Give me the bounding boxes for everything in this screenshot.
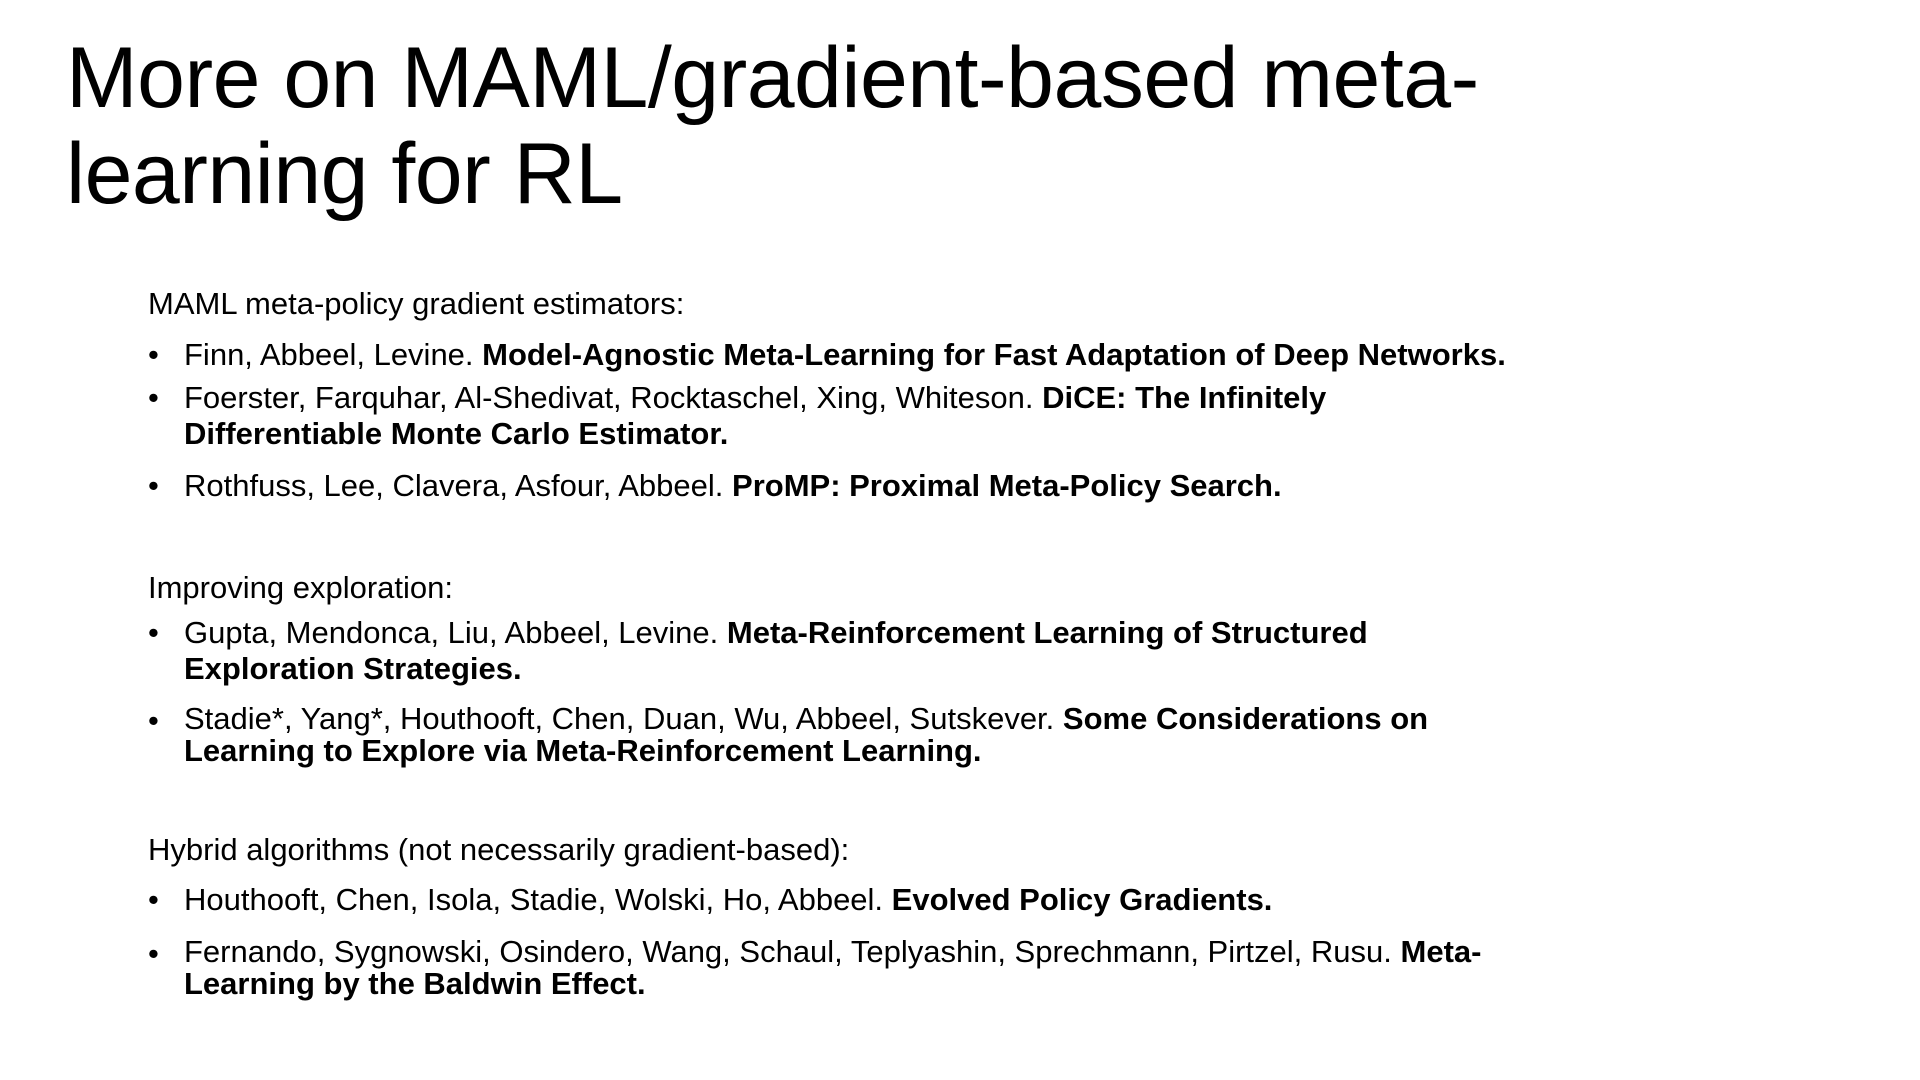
reference-item (148, 936, 1568, 1000)
bullet-icon: • (148, 380, 159, 415)
reference-authors: Stadie*, Yang*, Houthooft, Chen, Duan, Wu, Abbeel, Sutskever. (184, 701, 1055, 736)
bullet-icon: • (148, 337, 159, 372)
reference-item (148, 703, 1568, 767)
reference-authors: Fernando, Sygnowski, Osindero, Wang, Schaul, Teplyashin, Sprechmann, Pirtzel, Rusu. (184, 934, 1392, 969)
reference-authors: Finn, Abbeel, Levine. (184, 337, 474, 372)
reference-title: ProMP: Proximal Meta-Policy Search. (732, 468, 1282, 503)
section-heading-hybrid: Hybrid algorithms (not necessarily gradient-based): (148, 832, 850, 867)
bullet-icon: • (148, 882, 159, 917)
reference-title: DiCE: The Infinitely Differentiable Monte Carlo Estimator. (184, 380, 1327, 451)
bullet-icon: • (148, 703, 159, 738)
reference-title: Evolved Policy Gradients. (891, 882, 1273, 917)
reference-title: Model-Agnostic Meta-Learning for Fast Adaptation of Deep Networks. (482, 337, 1506, 372)
reference-item (148, 882, 1568, 918)
bullet-icon: • (148, 468, 159, 503)
reference-authors: Foerster, Farquhar, Al-Shedivat, Rocktaschel, Xing, Whiteson. (184, 380, 1034, 415)
section-heading-maml-estimators: MAML meta-policy gradient estimators: (148, 286, 685, 321)
bullet-icon: • (148, 936, 159, 971)
reference-item (148, 337, 1568, 373)
reference-title: Some Considerations on Learning to Explore via Meta-Reinforcement Learning. (184, 701, 1429, 768)
reference-authors: Gupta, Mendonca, Liu, Abbeel, Levine. (184, 615, 719, 650)
slide-title: More on MAML/gradient-based meta-learning for RL (66, 30, 1479, 222)
reference-authors: Houthooft, Chen, Isola, Stadie, Wolski, Ho, Abbeel. (184, 882, 884, 917)
section-heading-exploration: Improving exploration: (148, 570, 453, 605)
reference-authors: Rothfuss, Lee, Clavera, Asfour, Abbeel. (184, 468, 724, 503)
reference-title: Meta-Reinforcement Learning of Structured Exploration Strategies. (184, 615, 1368, 686)
reference-title: Meta-Learning by the Baldwin Effect. (184, 934, 1482, 1001)
reference-item (148, 468, 1568, 504)
bullet-icon: • (148, 615, 159, 650)
reference-item (148, 615, 1568, 687)
reference-item (148, 380, 1568, 452)
